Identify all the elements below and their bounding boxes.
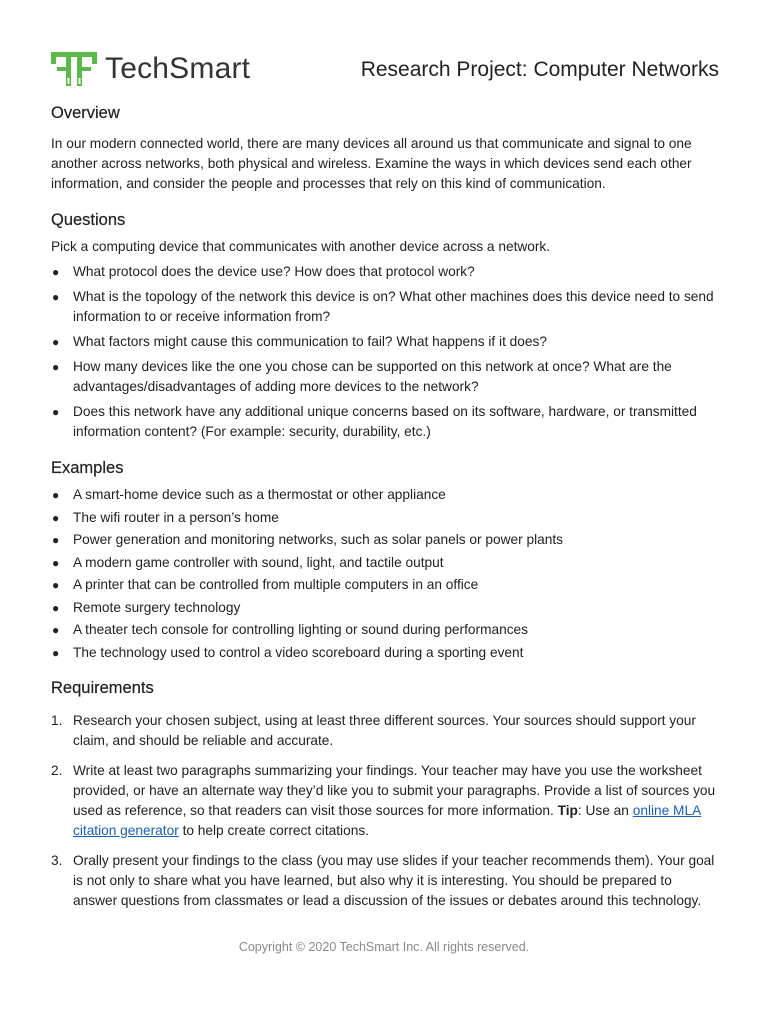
- bullet-icon: ●: [52, 645, 60, 660]
- document-page: [51, 50, 719, 911]
- list-number: 2.: [51, 762, 63, 778]
- bullet-icon: ●: [52, 360, 60, 374]
- list-item: ● A modern game controller with sound, light, and tactile output: [51, 553, 719, 573]
- requirements-heading: Requirements: [51, 678, 154, 697]
- document-title: Research Project: Computer Networks: [360, 58, 719, 81]
- list-item: ● How many devices like the one you chose can be supported on this network at once? What are the advantages/disadvantages of adding more devices to the network?: [52, 359, 672, 394]
- examples-list: [51, 485, 719, 663]
- list-item: ● What is the topology of the network this device is on? What other machines does this device need to send information to or receive information from?: [52, 289, 714, 324]
- list-item: ● What protocol does the device use? How does that protocol work?: [51, 262, 719, 282]
- bullet-icon: ●: [52, 290, 60, 304]
- bullet-icon: ●: [52, 265, 60, 279]
- list-item: ● The technology used to control a video scoreboard during a sporting event: [51, 643, 719, 663]
- questions-intro: Pick a computing device that communicates with another device across a network.: [51, 239, 551, 254]
- bullet-icon: ●: [52, 555, 60, 570]
- techsmart-logo: [51, 52, 250, 86]
- bullet-icon: ●: [52, 533, 60, 547]
- list-item: ● The wifi router in a person’s home: [51, 508, 719, 528]
- list-item: ● Does this network have any additional unique concerns based on its software, hardware, or transmitted information content? (For example: security, durability, etc.): [52, 404, 697, 439]
- tip-label: Tip: [557, 802, 578, 818]
- list-item: ● What factors might cause this communication to fail? What happens if it does?: [51, 332, 719, 352]
- list-item: 1. Research your chosen subject, using at least three different sources. Your sources should support your claim, and should be reliable and accurate.: [51, 712, 696, 748]
- questions-heading: Questions: [51, 211, 126, 229]
- overview-heading: Overview: [51, 104, 120, 122]
- circuit-logo-icon: [51, 52, 97, 86]
- copyright-footer: Copyright © 2020 TechSmart Inc. All rights reserved.: [238, 940, 530, 954]
- list-item: ● Power generation and monitoring networks, such as solar panels or power plants: [51, 530, 719, 550]
- bullet-icon: ●: [52, 510, 60, 525]
- document-header: [51, 50, 719, 90]
- overview-text: In our modern connected world, there are many devices all around us that communicate and signal to one another across networks, both physical and wireless. Examine the ways in which devices send each other information, and consider the people and processes that rely on this kind of communication.: [51, 136, 692, 191]
- list-item: ● Remote surgery technology: [51, 598, 719, 618]
- list-number: 1.: [51, 712, 63, 728]
- requirements-list: [51, 711, 719, 911]
- bullet-icon: ●: [52, 623, 60, 637]
- bullet-icon: ●: [52, 405, 60, 419]
- examples-heading: Examples: [51, 459, 124, 477]
- bullet-icon: ●: [52, 488, 60, 502]
- list-item: ● A theater tech console for controlling lighting or sound during performances: [51, 620, 719, 640]
- mla-citation-link[interactable]: online MLA citation generator: [73, 802, 702, 838]
- list-item: ● A smart-home device such as a thermostat or other appliance: [51, 485, 719, 505]
- questions-list: [51, 262, 719, 442]
- list-item: ● A printer that can be controlled from multiple computers in an office: [51, 575, 719, 595]
- bullet-icon: ●: [52, 578, 60, 592]
- logo-text: TechSmart: [105, 52, 251, 85]
- list-number: 3.: [51, 852, 63, 868]
- list-item: 2. Write at least two paragraphs summarizing your findings. Your teacher may have you use the worksheet provided, or have an alternate way they’d like you to submit your paragraphs. Provide a list of sources you used as reference, so that readers can visit those sources for more information. Tip: Use an online MLA citation generator to help create correct citations.: [51, 762, 716, 838]
- list-item: 3. Orally present your findings to the class (you may use slides if your teacher recommends them). Your goal is not only to share what you have learned, but also why it is interesting. You should be prepared to answer questions from classmates or lead a discussion of the issues or debates around this technology.: [51, 852, 715, 908]
- bullet-icon: ●: [52, 335, 60, 349]
- bullet-icon: ●: [52, 600, 60, 615]
